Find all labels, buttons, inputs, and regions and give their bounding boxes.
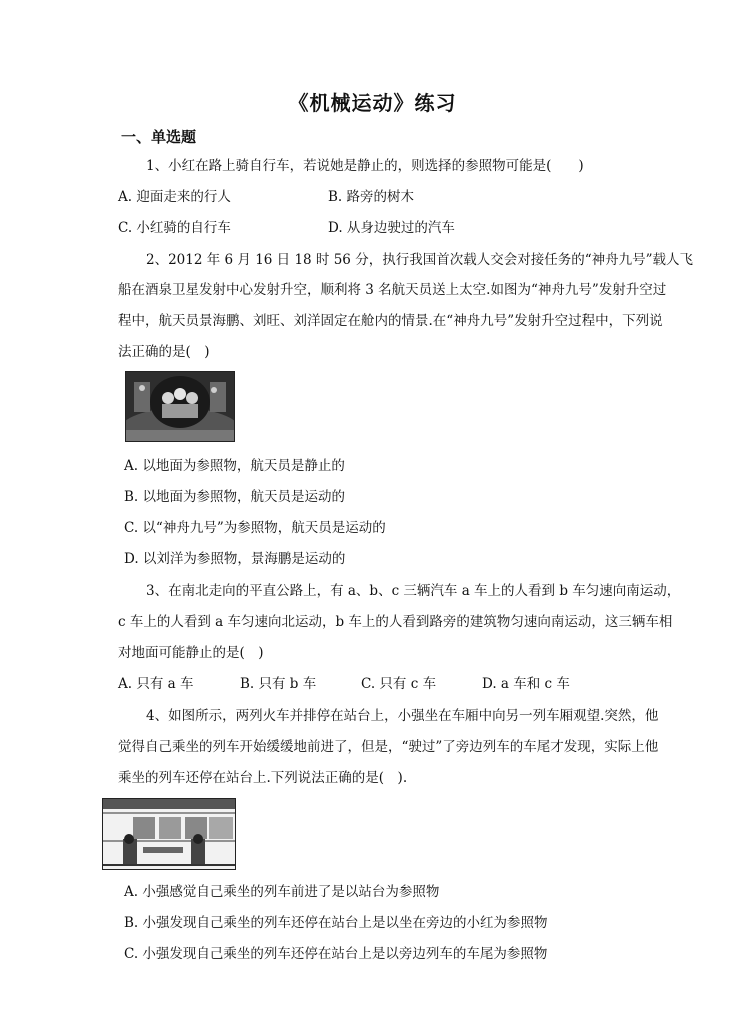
- question-3-option-d: D. a 车和 c 车: [482, 676, 570, 692]
- question-4-option-c: C. 小强发现自己乘坐的列车还停在站台上是以旁边列车的车尾为参照物: [124, 946, 548, 962]
- question-3-option-c: C. 只有 c 车: [361, 676, 437, 692]
- question-1-option-c: C. 小红骑的自行车: [118, 220, 231, 236]
- question-3-stem-line-1: 3、在南北走向的平直公路上，有 a、b、c 三辆汽车 a 车上的人看到 b 车匀速向南运动，: [146, 583, 681, 599]
- question-4-stem-line-1: 4、如图所示，两列火车并排停在站台上，小强坐在车厢中向另一列车厢观望.突然，他: [146, 708, 659, 724]
- question-2-stem-line-3: 程中，航天员景海鹏、刘旺、刘洋固定在舱内的情景.在“神舟九号”发射升空过程中，下列说: [118, 313, 663, 329]
- question-1-option-d: D. 从身边驶过的汽车: [328, 220, 455, 236]
- question-4-stem-line-3: 乘坐的列车还停在站台上.下列说法正确的是( ).: [118, 770, 408, 786]
- question-2-stem-line-1: 2、2012 年 6 月 16 日 18 时 56 分，执行我国首次载人交会对接任务的“神舟九号”载人飞: [146, 252, 693, 268]
- question-2-option-a: A. 以地面为参照物，航天员是静止的: [124, 458, 345, 474]
- page-title: 《机械运动》练习: [288, 91, 457, 115]
- section-heading: 一、单选题: [121, 128, 197, 146]
- question-1-stem: 1、小红在路上骑自行车，若说她是静止的，则选择的参照物可能是( ): [146, 158, 584, 174]
- question-4-option-b: B. 小强发现自己乘坐的列车还停在站台上是以坐在旁边的小红为参照物: [124, 915, 548, 931]
- question-3-option-a: A. 只有 a 车: [118, 676, 194, 692]
- train-carriage-illustration: [102, 798, 236, 870]
- question-2-stem-line-2: 船在酒泉卫星发射中心发射升空，顺利将 3 名航天员送上太空.如图为“神舟九号”发射升空过: [118, 282, 667, 298]
- question-2-option-d: D. 以刘洋为参照物，景海鹏是运动的: [124, 551, 346, 567]
- question-2-option-c: C. 以“神舟九号”为参照物，航天员是运动的: [124, 520, 386, 536]
- question-3-option-b: B. 只有 b 车: [240, 676, 317, 692]
- spacecraft-cabin-photo: [125, 371, 235, 442]
- question-4-stem-line-2: 觉得自己乘坐的列车开始缓缓地前进了，但是，“驶过”了旁边列车的车尾才发现，实际上他: [118, 739, 659, 755]
- question-3-stem-line-2: c 车上的人看到 a 车匀速向北运动，b 车上的人看到路旁的建筑物匀速向南运动，这三辆车相: [118, 614, 673, 630]
- question-2-option-b: B. 以地面为参照物，航天员是运动的: [124, 489, 346, 505]
- question-2-stem-line-4: 法正确的是( ): [118, 344, 210, 360]
- question-1-option-b: B. 路旁的树木: [328, 189, 415, 205]
- question-4-option-a: A. 小强感觉自己乘坐的列车前进了是以站台为参照物: [124, 884, 440, 900]
- question-3-stem-line-3: 对地面可能静止的是( ): [118, 645, 264, 661]
- question-1-option-a: A. 迎面走来的行人: [118, 189, 231, 205]
